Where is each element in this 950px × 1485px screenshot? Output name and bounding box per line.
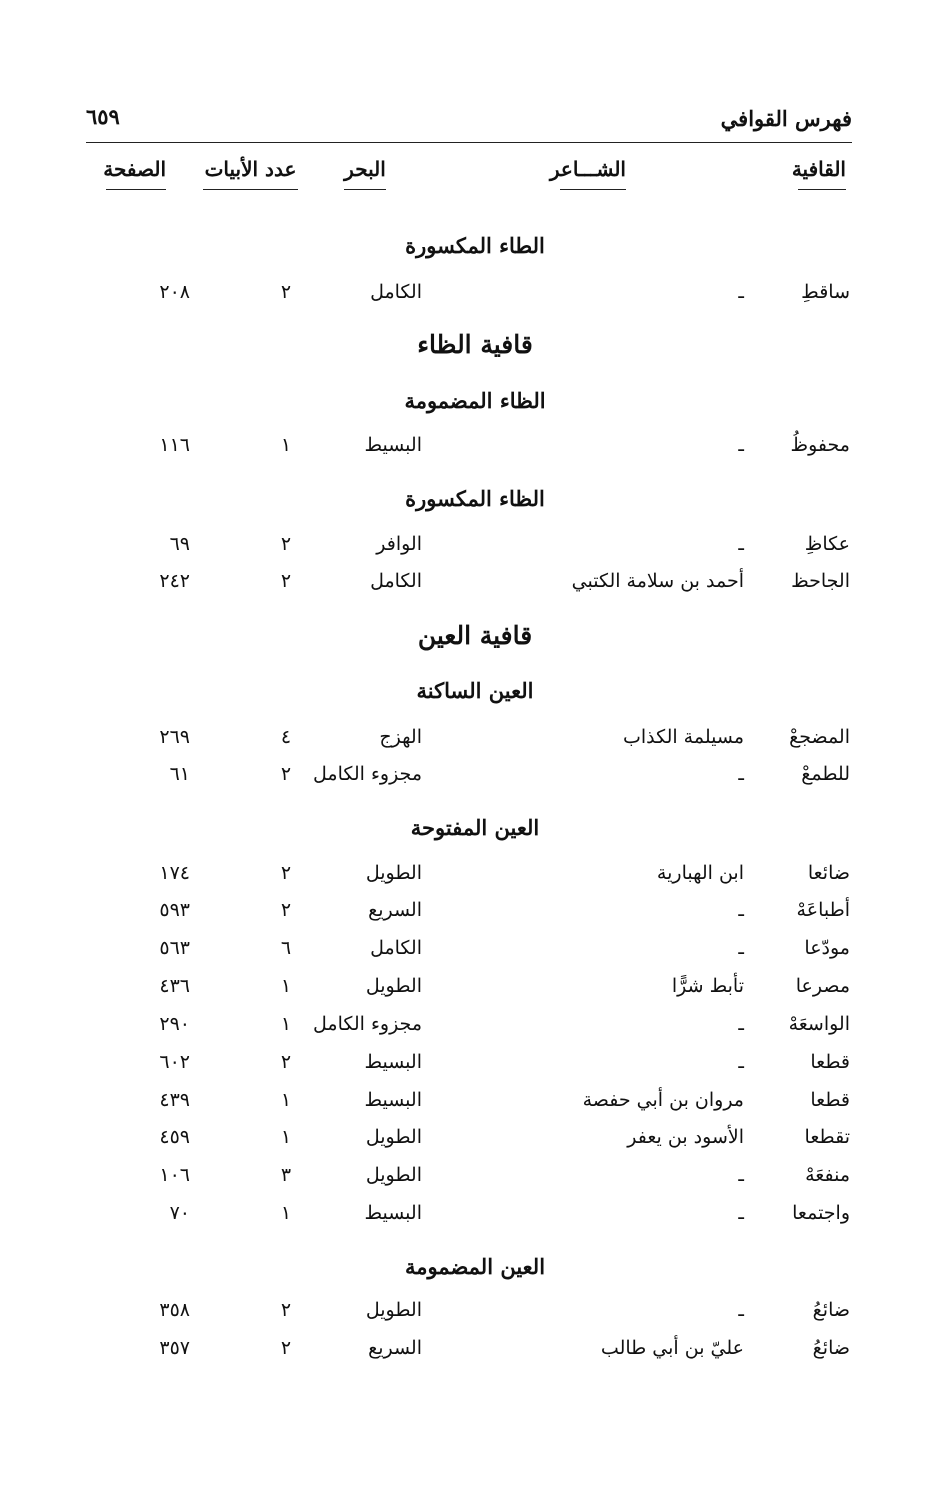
rhyme-cell: محفوظُ <box>790 434 850 456</box>
index-row <box>0 862 950 898</box>
poet-cell: ابن الهبارية <box>656 862 744 884</box>
section-heading: الطاء المكسورة <box>405 233 545 258</box>
verse-count-cell: ٤ <box>280 726 292 748</box>
page-cell: ٣٥٨ <box>159 1299 190 1321</box>
index-row <box>0 1202 950 1238</box>
rhyme-cell: ضائعُ <box>812 1337 850 1359</box>
rhyme-cell: للطمعْ <box>801 763 850 785</box>
verse-count-cell: ٢ <box>280 570 292 592</box>
index-row <box>0 1126 950 1162</box>
poet-cell: ـ <box>738 899 744 921</box>
verse-count-cell: ٢ <box>280 281 292 303</box>
poet-cell: ـ <box>738 1202 744 1224</box>
section-heading: العين المضمومة <box>404 1254 546 1279</box>
section-heading: العين المفتوحة <box>410 815 540 840</box>
poet-cell: ـ <box>738 1299 744 1321</box>
meter-cell: الطويل <box>365 975 422 997</box>
page-cell: ٤٥٩ <box>159 1126 190 1148</box>
page-cell: ٣٥٧ <box>159 1337 190 1359</box>
rhyme-cell: عكاظِ <box>804 533 850 555</box>
verse-count-cell: ١ <box>280 434 292 456</box>
column-headers <box>0 157 950 207</box>
index-row <box>0 726 950 762</box>
meter-cell: السريع <box>368 899 422 921</box>
rhyme-cell: منفعَهْ <box>805 1164 850 1186</box>
index-row <box>0 1051 950 1087</box>
meter-cell: البسيط <box>364 1089 422 1111</box>
index-row <box>0 570 950 606</box>
page-number: ٦٥٩ <box>86 104 120 129</box>
index-row <box>0 899 950 935</box>
meter-cell: مجزوء الكامل <box>313 763 422 785</box>
index-row <box>0 975 950 1011</box>
verse-count-cell: ٣ <box>280 1164 292 1186</box>
index-row <box>0 1164 950 1200</box>
poet-cell: ـ <box>738 281 744 303</box>
poet-cell: أحمد بن سلامة الكتبي <box>571 570 744 592</box>
column-header-page: الصفحة <box>106 157 166 190</box>
running-head <box>86 104 852 138</box>
meter-cell: البسيط <box>364 434 422 456</box>
index-row <box>0 434 950 470</box>
page-cell: ٢٤٢ <box>159 570 190 592</box>
meter-cell: الطويل <box>365 1299 422 1321</box>
index-row <box>0 937 950 973</box>
poet-cell: ـ <box>738 434 744 456</box>
page-cell: ١٠٦ <box>159 1164 190 1186</box>
page-cell: ٢٠٨ <box>159 281 190 303</box>
meter-cell: الطويل <box>365 862 422 884</box>
section-heading: الظاء المكسورة <box>405 486 545 511</box>
poet-cell: ـ <box>738 533 744 555</box>
rhyme-cell: قطعا <box>810 1051 850 1073</box>
page-cell: ٤٣٦ <box>159 975 190 997</box>
verse-count-cell: ٢ <box>280 1299 292 1321</box>
verse-count-cell: ٦ <box>280 937 292 959</box>
index-row <box>0 763 950 799</box>
column-header-rhyme: القافية <box>798 157 846 190</box>
page-cell: ٦٩ <box>169 533 190 555</box>
meter-cell: الطويل <box>365 1164 422 1186</box>
poet-cell: الأسود بن يعفر <box>627 1126 744 1148</box>
column-header-meter: البحر <box>344 157 386 190</box>
verse-count-cell: ٢ <box>280 533 292 555</box>
poet-cell: ـ <box>738 1013 744 1035</box>
rhyme-cell: مصرعا <box>795 975 850 997</box>
rhyme-cell: ضائعا <box>807 862 850 884</box>
rhyme-cell: ساقطِ <box>801 281 850 303</box>
rhyme-letter-heading: قافية الظاء <box>417 330 533 359</box>
page-cell: ٢٩٠ <box>159 1013 190 1035</box>
verse-count-cell: ١ <box>280 1126 292 1148</box>
section-heading: العين الساكنة <box>416 678 534 703</box>
poet-cell: ـ <box>738 763 744 785</box>
page-cell: ٧٠ <box>169 1202 190 1224</box>
verse-count-cell: ١ <box>280 975 292 997</box>
page-cell: ١٧٤ <box>159 862 190 884</box>
verse-count-cell: ٢ <box>280 899 292 921</box>
poet-cell: ـ <box>738 1164 744 1186</box>
rhyme-cell: قطعا <box>810 1089 850 1111</box>
poet-cell: تأبط شرًّا <box>671 975 744 997</box>
meter-cell: الكامل <box>370 281 422 303</box>
rhyme-cell: تقطعا <box>804 1126 850 1148</box>
page-cell: ٥٩٣ <box>159 899 190 921</box>
meter-cell: الكامل <box>370 937 422 959</box>
page-cell: ٦٠٢ <box>159 1051 190 1073</box>
header-rule <box>86 142 852 143</box>
verse-count-cell: ١ <box>280 1089 292 1111</box>
poet-cell: مسيلمة الكذاب <box>622 726 744 748</box>
poet-cell: عليّ بن أبي طالب <box>600 1337 744 1359</box>
verse-count-cell: ٢ <box>280 1051 292 1073</box>
section-heading: الظاء المضمومة <box>404 388 546 413</box>
index-row <box>0 1337 950 1373</box>
rhyme-cell: أطباعَهْ <box>796 899 850 921</box>
rhyme-cell: الواسعَهْ <box>788 1013 850 1035</box>
index-row <box>0 1013 950 1049</box>
column-header-verse-count: عدد الأبيات <box>203 157 298 190</box>
column-header-poet: الشـــاعر <box>560 157 626 190</box>
poet-cell: ـ <box>738 1051 744 1073</box>
index-row <box>0 1089 950 1125</box>
rhyme-cell: الجاحظ <box>791 570 850 592</box>
page-cell: ٢٦٩ <box>159 726 190 748</box>
page-cell: ٤٣٩ <box>159 1089 190 1111</box>
verse-count-cell: ٢ <box>280 1337 292 1359</box>
meter-cell: الوافر <box>376 533 422 555</box>
verse-count-cell: ١ <box>280 1202 292 1224</box>
index-row <box>0 533 950 569</box>
poet-cell: مروان بن أبي حفصة <box>582 1089 744 1111</box>
rhyme-cell: مودّعا <box>804 937 850 959</box>
meter-cell: البسيط <box>364 1202 422 1224</box>
index-row <box>0 1299 950 1335</box>
meter-cell: مجزوء الكامل <box>313 1013 422 1035</box>
meter-cell: البسيط <box>364 1051 422 1073</box>
index-row <box>0 281 950 317</box>
verse-count-cell: ٢ <box>280 862 292 884</box>
page-cell: ٥٦٣ <box>159 937 190 959</box>
rhyme-cell: واجتمعا <box>792 1202 850 1224</box>
verse-count-cell: ٢ <box>280 763 292 785</box>
page-cell: ٦١ <box>169 763 190 785</box>
page-cell: ١١٦ <box>159 434 190 456</box>
meter-cell: الطويل <box>365 1126 422 1148</box>
index-title: فهرس القوافي <box>720 106 852 131</box>
verse-count-cell: ١ <box>280 1013 292 1035</box>
meter-cell: الهزج <box>379 726 422 748</box>
poet-cell: ـ <box>738 937 744 959</box>
rhyme-cell: ضائعُ <box>812 1299 850 1321</box>
rhyme-cell: المضجعْ <box>789 726 850 748</box>
meter-cell: السريع <box>368 1337 422 1359</box>
meter-cell: الكامل <box>370 570 422 592</box>
rhyme-letter-heading: قافية العين <box>417 621 533 650</box>
